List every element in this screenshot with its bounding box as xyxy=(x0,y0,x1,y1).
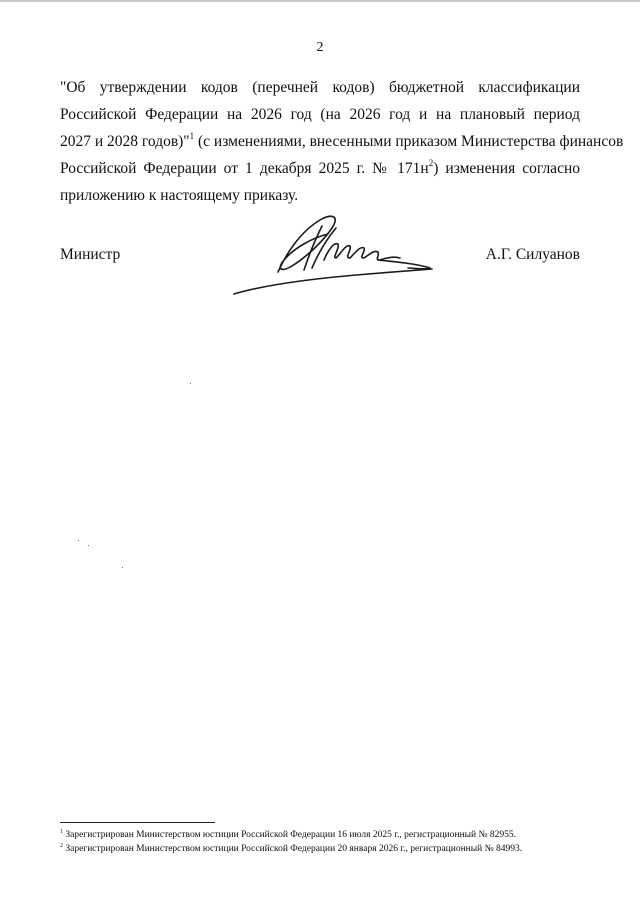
body-paragraph xyxy=(60,74,624,209)
footnote-ref-2: 2 xyxy=(428,158,434,168)
scan-speck xyxy=(88,545,89,546)
paragraph-line-5: приложению к настоящему приказу. xyxy=(60,187,299,204)
paragraph-line-1: "Об утверждении кодов (перечней кодов) бюджетной классификации xyxy=(60,79,580,96)
footnote-1-text: Зарегистрирован Министерством юстиции Российской Федерации 16 июля 2025 г., регистрационный № 82955. xyxy=(65,830,517,840)
footnotes xyxy=(60,828,620,856)
paragraph-line-4-start: Российской Федерации от 1 декабря 2025 г. № 171н xyxy=(60,160,429,177)
footnote-1 xyxy=(60,828,620,842)
paragraph-line-4 xyxy=(60,155,580,182)
paragraph-line-3-start: 2027 и 2028 годов)" xyxy=(60,133,190,150)
footnote-2-text: Зарегистрирован Министерством юстиции Российской Федерации 20 января 2026 г., регистрационный № 84993. xyxy=(65,844,523,854)
paragraph-line-2: Российской Федерации на 2026 год (на 2026 год и на плановый период xyxy=(60,106,580,123)
minister-name: А.Г. Силуанов xyxy=(485,246,580,263)
handwritten-signature xyxy=(228,208,438,300)
scan-speck xyxy=(78,540,79,541)
footnote-separator xyxy=(60,822,215,823)
footnote-1-number: 1 xyxy=(60,829,63,835)
scan-speck xyxy=(190,383,191,384)
footnote-ref-1: 1 xyxy=(189,131,195,141)
page-number: 2 xyxy=(316,40,324,55)
paragraph-line-3-end: (с изменениями, внесенными приказом Министерства финансов xyxy=(194,133,624,150)
paragraph-line-3 xyxy=(60,128,624,155)
scan-speck xyxy=(122,567,123,568)
footnote-2-number: 2 xyxy=(60,843,63,849)
paragraph-line-4-end: ) изменения согласно xyxy=(433,160,580,177)
minister-title: Министр xyxy=(60,246,121,263)
page-top-edge xyxy=(0,0,640,2)
footnote-2 xyxy=(60,842,620,856)
